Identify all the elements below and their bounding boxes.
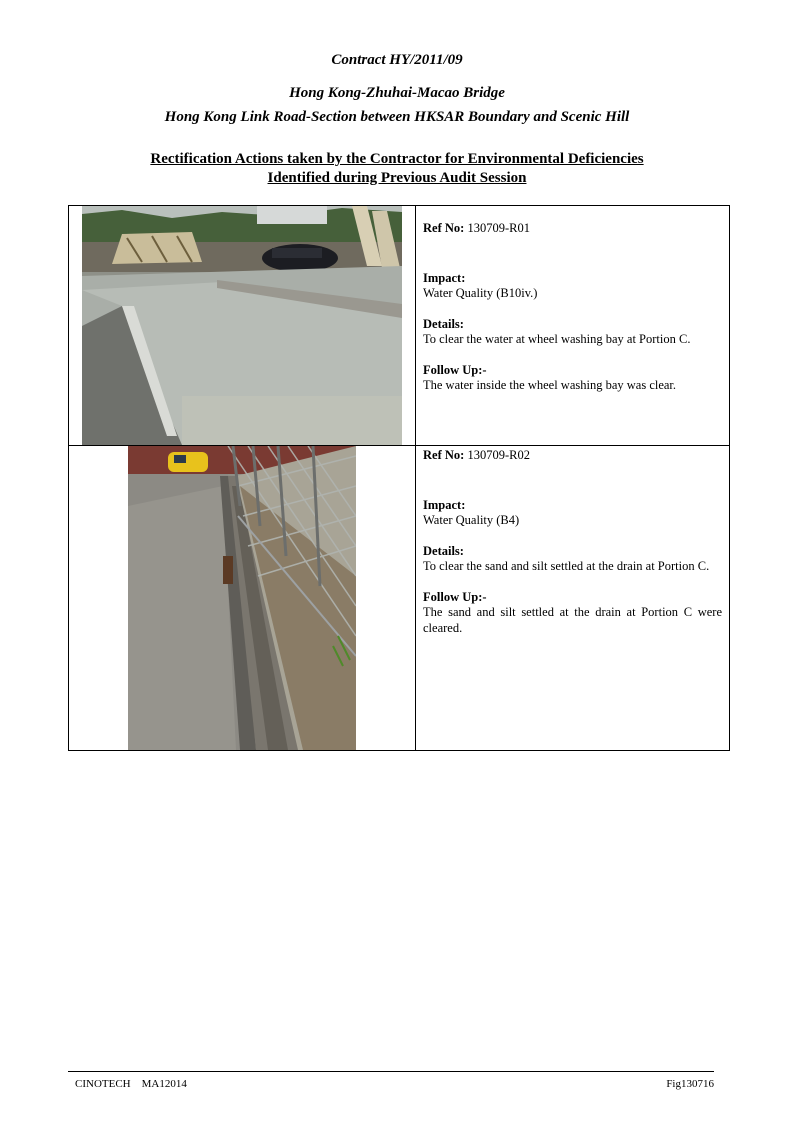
footer-figure-ref: Fig130716 [666, 1078, 714, 1090]
drain-photo [128, 446, 356, 750]
table-row [69, 445, 729, 750]
section-title-line-1: Rectification Actions taken by the Contractor for Environmental Deficiencies [150, 151, 644, 167]
ref-no-value: 130709-R01 [467, 221, 530, 235]
follow-up-label: Follow Up:- [423, 589, 487, 604]
impact-value: Water Quality (B4) [423, 513, 520, 527]
wheel-washing-bay-photo [82, 206, 402, 445]
contract-number: Contract HY/2011/09 [331, 52, 463, 68]
project-title-line-1: Hong Kong-Zhuhai-Macao Bridge [289, 85, 505, 101]
record-details [416, 446, 729, 750]
ref-no-label: Ref No: [423, 448, 465, 462]
footer-report-code: MA12014 [141, 1078, 187, 1090]
ref-no-value: 130709-R02 [467, 448, 530, 462]
section-title [0, 150, 794, 188]
footer-left [75, 1078, 187, 1090]
section-title-line-2: Identified during Previous Audit Session [267, 170, 527, 186]
details-value: To clear the water at wheel washing bay at Portion C. [423, 332, 691, 346]
photo-cell [69, 446, 416, 750]
follow-up-value: The sand and silt settled at the drain at Portion C were cleared. [423, 605, 722, 635]
details-label: Details: [423, 316, 464, 331]
document-header [0, 50, 794, 129]
photo-cell [69, 206, 416, 445]
rectification-table [68, 205, 730, 751]
table-row [69, 206, 729, 445]
impact-label: Impact: [423, 270, 466, 285]
details-label: Details: [423, 543, 464, 558]
ref-no-label: Ref No: [423, 221, 465, 235]
follow-up-value: The water inside the wheel washing bay was clear. [423, 378, 677, 392]
record-details [416, 206, 729, 445]
follow-up-label: Follow Up:- [423, 362, 487, 377]
details-value: To clear the sand and silt settled at the drain at Portion C. [423, 559, 710, 573]
footer-divider [68, 1071, 714, 1072]
impact-label: Impact: [423, 497, 466, 512]
impact-value: Water Quality (B10iv.) [423, 286, 538, 300]
project-title-line-2: Hong Kong Link Road-Section between HKSAR Boundary and Scenic Hill [164, 109, 630, 125]
footer-company: CINOTECH [75, 1078, 131, 1090]
